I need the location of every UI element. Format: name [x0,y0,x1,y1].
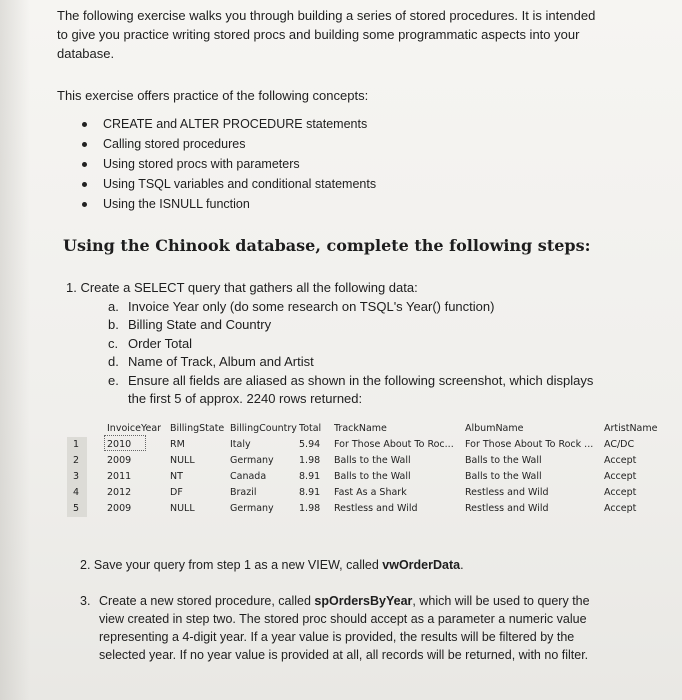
grid-cell[interactable]: 1.98 [299,455,321,466]
proc-name: spOrdersByYear [314,594,413,608]
grid-cell[interactable]: Fast As a Shark [334,487,407,498]
grid-cell[interactable]: Accept [604,471,637,482]
grid-cell[interactable]: Restless and Wild [465,487,549,498]
column-header[interactable]: BillingCountry [230,423,297,434]
grid-cell[interactable]: RM [170,439,185,450]
grid-cell[interactable]: AC/DC [604,439,635,450]
results-grid [67,421,682,523]
column-header[interactable]: BillingState [170,423,225,434]
concepts-list [80,114,376,214]
grid-cell[interactable]: 2011 [107,471,132,482]
concept-item: Using stored procs with parameters [80,154,376,174]
bullet-icon [82,162,87,167]
grid-cell[interactable]: Balls to the Wall [334,455,411,466]
grid-cell[interactable]: Balls to the Wall [334,471,411,482]
view-name: vwOrderData [382,558,461,572]
grid-cell[interactable]: DF [170,487,183,498]
grid-cell[interactable]: Germany [230,503,274,514]
concept-item: Calling stored procedures [80,134,376,154]
grid-cell[interactable]: Italy [230,439,251,450]
column-header[interactable]: InvoiceYear [107,423,162,434]
bullet-icon [82,182,87,187]
grid-cell[interactable]: Restless and Wild [334,503,418,514]
grid-cell[interactable]: NT [170,471,183,482]
substep-item: e. Ensure all fields are aliased as shown in the following screenshot, which displays the first 5 of approx. 2240 rows returned: [108,372,594,407]
intro-paragraph [57,6,617,63]
grid-cell[interactable]: Restless and Wild [465,503,549,514]
concept-item: Using the ISNULL function [80,194,376,214]
grid-cell[interactable]: Accept [604,503,637,514]
grid-cell[interactable]: Brazil [230,487,257,498]
column-header[interactable]: Total [299,423,322,434]
grid-cell[interactable]: For Those About To Rock ... [465,439,594,450]
grid-cell[interactable]: NULL [170,503,195,514]
column-header[interactable]: AlbumName [465,423,524,434]
grid-cell[interactable]: Accept [604,487,637,498]
grid-cell[interactable]: 2010 [107,439,132,450]
column-billing-country [230,421,297,517]
step-1-substeps [108,298,598,408]
column-invoice-year [107,421,161,517]
step-text: Create a new stored procedure, called spOrdersByYear, which will be used to query the view created in step two. The stored proc should accept as a parameter a numeric value representing a 4-digit year. If a year value is provided, the results will be filtered by the selected year. If no year value is provided at all, all records will be returned, with no filter. [99,594,590,662]
grid-cell[interactable]: Accept [604,455,637,466]
step-2: 2. Save your query from step 1 as a new VIEW, called vwOrderData. [80,558,464,572]
column-total [299,421,321,517]
substep-item: d. Name of Track, Album and Artist [108,354,314,370]
bullet-icon [82,202,87,207]
row-number[interactable]: 1 [73,439,80,450]
grid-cell[interactable]: NULL [170,455,195,466]
grid-cell[interactable]: Balls to the Wall [465,471,542,482]
column-header[interactable]: TrackName [334,423,387,434]
step-number: 3. [80,594,91,608]
intro-line: to give you practice writing stored procs and building some programmatic aspects into your [57,27,580,42]
concepts-heading: This exercise offers practice of the following concepts: [57,88,369,103]
substep-item: c. Order Total [108,335,193,351]
bullet-icon [82,142,87,147]
intro-line: The following exercise walks you through building a series of stored procedures. It is intended [57,8,596,23]
page-shadow [0,0,30,700]
column-artist-name [604,421,674,517]
section-heading: Using the Chinook database, complete the following steps: [63,236,591,255]
row-number[interactable]: 5 [73,503,80,514]
bullet-icon [82,122,87,127]
grid-cell[interactable]: Balls to the Wall [465,455,542,466]
row-number[interactable]: 4 [73,487,80,498]
substep-item: a. Invoice Year only (do some research on TSQL's Year() function) [108,299,495,314]
column-header[interactable]: ArtistName [604,423,658,434]
row-number[interactable]: 2 [73,455,80,466]
grid-cell[interactable]: 8.91 [299,471,321,482]
grid-cell[interactable]: For Those About To Roc... [334,439,454,450]
grid-cell[interactable]: Germany [230,455,274,466]
grid-cell[interactable]: 5.94 [299,439,321,450]
column-album-name [465,421,603,517]
step-number: 2. [80,558,91,572]
step-number: 1. [66,280,77,295]
concept-item: CREATE and ALTER PROCEDURE statements [80,114,376,134]
grid-cell[interactable]: 8.91 [299,487,321,498]
column-billing-state [170,421,224,517]
grid-cell[interactable]: 2009 [107,455,132,466]
grid-cell[interactable]: 2009 [107,503,132,514]
column-track-name [334,421,468,517]
grid-cell[interactable]: 2012 [107,487,132,498]
grid-cell[interactable]: Canada [230,471,267,482]
row-number[interactable]: 3 [73,471,80,482]
step-text: Save your query from step 1 as a new VIEW, called [93,558,383,572]
step-1 [66,280,418,295]
concept-item: Using TSQL variables and conditional statements [80,174,376,194]
step-text: Create a SELECT query that gathers all the following data: [80,280,418,295]
intro-line: database. [57,46,115,61]
grid-cell[interactable]: 1.98 [299,503,321,514]
step-3 [80,592,600,664]
substep-item: b. Billing State and Country [108,317,272,333]
row-number-gutter [67,437,87,517]
